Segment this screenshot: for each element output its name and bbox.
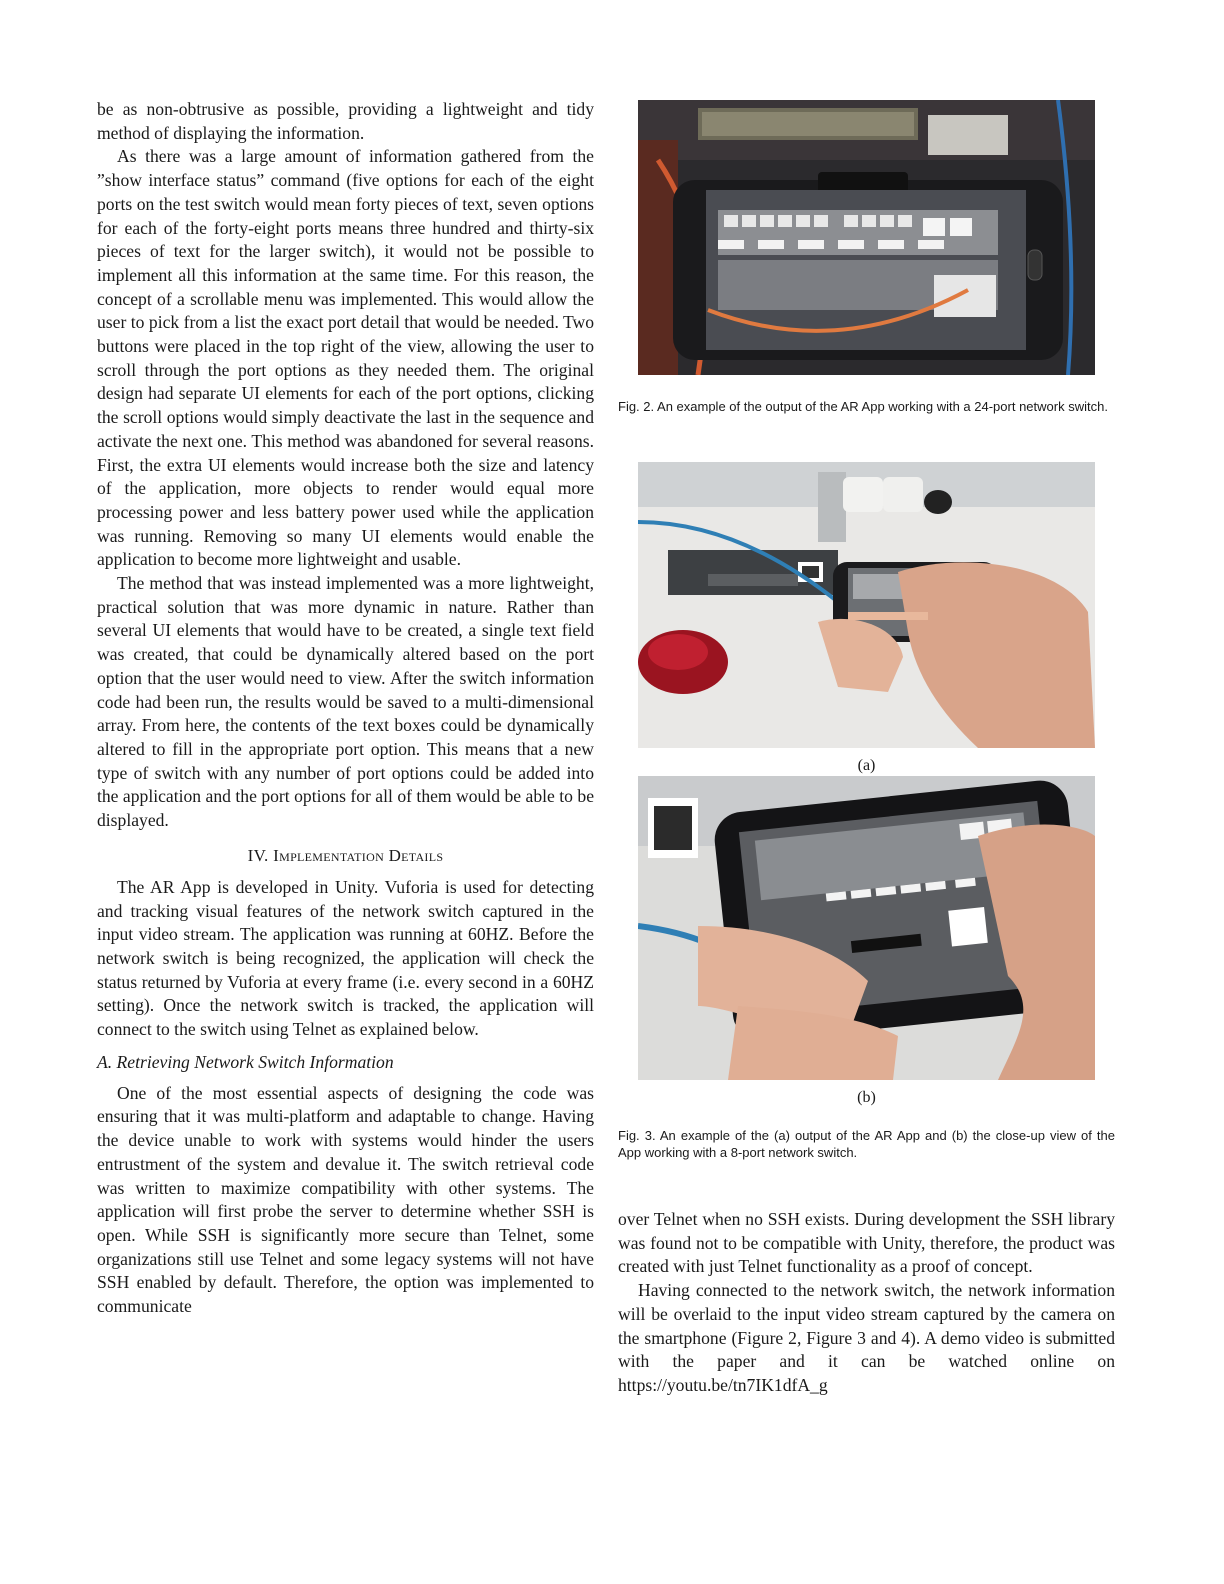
- figure-3a-label: (a): [857, 757, 876, 774]
- figure-3b-image: [638, 776, 1095, 1080]
- paragraph: be as non-obtrusive as possible, providing a lightweight and tidy method of displaying the information.: [97, 99, 594, 143]
- section-title: Implementation Details: [273, 845, 444, 865]
- section-heading: [97, 846, 594, 866]
- figure-3-caption: Fig. 3. An example of the (a) output of the AR App and (b) the close-up view of the App working with a 8-port network switch.: [618, 1128, 1115, 1160]
- paragraph: over Telnet when no SSH exists. During development the SSH library was found not to be compatible with Unity, therefore, the product was created with just Telnet functionality as a proof of concept.: [618, 1209, 1115, 1277]
- paragraph: The method that was instead implemented was a more lightweight, practical solution that was more dynamic in nature. Rather than several UI elements that would have to be created, a single text field was created, that could be dynamically altered based on the port option that the user would need to view. After the switch information code had been run, the results would be saved to a multi-dimensional array. From here, the contents of the text boxes could be dynamically altered to fill in the appropriate port option. This means that a new type of switch with any number of port options could be added into the application and the port options for all of them would be able to be displayed.: [97, 573, 594, 831]
- subsection-heading: A. Retrieving Network Switch Information: [97, 1051, 394, 1072]
- paragraph: As there was a large amount of information gathered from the ”show interface status” command (five options for each of the eight ports on the test switch would mean forty pieces of text, seven options for each of the forty-eight ports means three hundred and thirty-six pieces of text for the larger switch), it would not be possible to implement all this information at the same time. For this reason, the concept of a scrollable menu was implemented. This would allow the user to pick from a list the exact port detail that would be needed. Two buttons were placed in the top right of the view, allowing the user to scroll through the port options as they needed them. The original design had separate UI elements for each of the port options, clicking the scroll options would simply deactivate the last in the sequence and activate the next one. This method was abandoned for several reasons. First, the extra UI elements would increase both the size and latency of the application, more objects to render would equal more processing power and less battery power used while the application was running. Removing so many UI elements would enable the application to become more lightweight and usable.: [97, 146, 594, 570]
- figure-2-caption: Fig. 2. An example of the output of the AR App working with a 24-port network switch.: [618, 399, 1108, 414]
- left-column: [97, 98, 594, 1319]
- figure-3b-label: (b): [857, 1089, 876, 1106]
- paragraph: The AR App is developed in Unity. Vuforia is used for detecting and tracking visual features of the network switch captured in the input video stream. The application was running at 60HZ. Before the network switch is being recognized, the application will check the status returned by Vuforia at every frame (i.e. every second in a 60HZ setting). Once the network switch is tracked, the application will connect to the switch using Telnet as explained below.: [97, 876, 594, 1040]
- figure-2-image: [638, 100, 1095, 375]
- paragraph: Having connected to the network switch, the network information will be overlaid to the input video stream captured by the camera on the smartphone (Figure 2, Figure 3 and 4). A demo video is submitted with the paper and it can be watched online on https://youtu.be/tn7IK1dfA_g: [618, 1280, 1115, 1395]
- section-number: IV.: [247, 845, 269, 865]
- figure-3a-image: [638, 462, 1095, 748]
- right-column-text: [618, 1208, 1115, 1398]
- paragraph: One of the most essential aspects of designing the code was ensuring that it was multi-platform and adaptable to change. Having the device unable to work with systems would hinder the users entrustment of the system and devalue it. The switch retrieval code was written to maximize compatibility with other systems. The application will first probe the server to determine whether SSH is open. While SSH is significantly more secure than Telnet, some organizations still use Telnet and some legacy systems will not have SSH enabled by default. Therefore, the option was implemented to communicate: [97, 1082, 594, 1317]
